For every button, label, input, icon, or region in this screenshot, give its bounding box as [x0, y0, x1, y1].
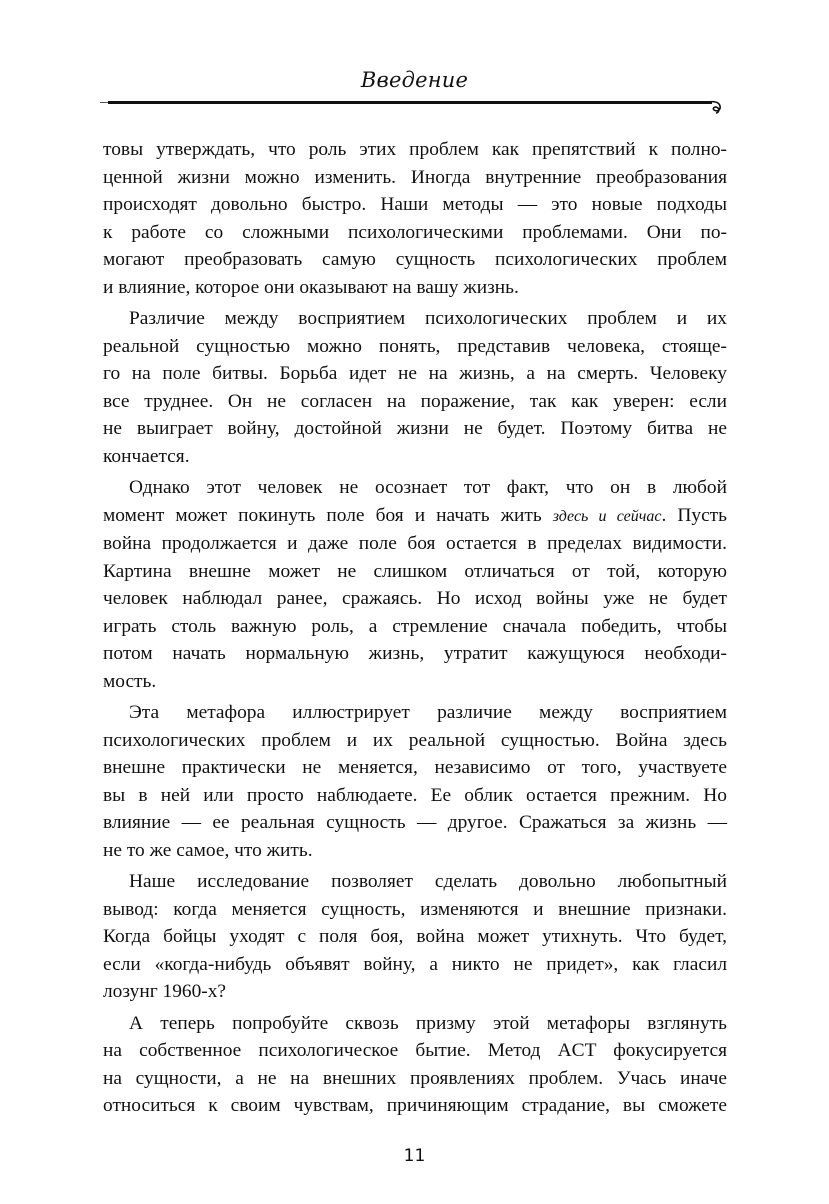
text-line: влияние — ее реальная сущность — другое. Сражаться за жизнь —: [103, 812, 727, 833]
text-line: относиться к своим чувствам, причиняющим страдание, вы сможете: [103, 1095, 727, 1116]
paragraph: [103, 699, 727, 864]
paragraph: [103, 1010, 727, 1120]
text-line: кончается.: [103, 445, 190, 467]
paragraph: [103, 136, 727, 301]
text-line: ценной жизни можно изменить. Иногда внутренние преобразования: [103, 166, 727, 188]
text-line: психологических проблем и их реальной сущностью. Война здесь: [103, 729, 727, 751]
text-line: вы в ней или просто наблюдаете. Ее облик остается прежним. Но: [103, 784, 727, 806]
text-line: внешне практически не меняется, независимо от того, участвуете: [103, 757, 727, 778]
text-line: Однако этот человек не осознает тот факт, что он в любой: [129, 477, 727, 498]
text-line: реальной сущностью можно понять, представив человека, стояще-: [103, 335, 727, 357]
text-line: все труднее. Он не согласен на поражение, так как уверен: если: [103, 390, 727, 412]
text-line: го на поле битвы. Борьба идет не на жизнь, а на смерть. Человеку: [103, 363, 727, 384]
paragraph: [103, 868, 727, 1006]
paragraph: [103, 474, 727, 695]
text-line: [103, 502, 727, 531]
text-line: Наше исследование позволяет сделать довольно любопытный: [129, 871, 727, 892]
text-line: на сущности, а не на внешних проявлениях проблем. Учась иначе: [103, 1067, 727, 1089]
text-line: Эта метафора иллюстрирует различие между восприятием: [129, 702, 727, 723]
text-line: не то же самое, что жить.: [103, 839, 313, 861]
text-line: лозунг 1960-х?: [103, 981, 227, 1002]
text-line: потом начать нормальную жизнь, утратит кажущуюся необходи-: [103, 643, 727, 664]
text-line: играть столь важную роль, а стремление сначала победить, чтобы: [103, 615, 727, 637]
text-line: происходят довольно быстро. Наши методы — это новые подходы: [103, 194, 727, 215]
body-text: [103, 136, 727, 1120]
text-run: момент может покинуть поле боя и начать жить: [103, 504, 553, 526]
paragraph: [103, 305, 727, 470]
text-line: вывод: когда меняется сущность, изменяются и внешние признаки.: [103, 898, 727, 920]
text-line: могают преобразовать самую сущность психологических проблем: [103, 249, 727, 270]
header-rule: [108, 101, 712, 104]
text-line: человек наблюдал ранее, сражаясь. Но исход войны уже не будет: [103, 588, 727, 609]
text-line: мость.: [103, 670, 157, 692]
running-head-title: Введение: [360, 68, 469, 92]
text-line: А теперь попробуйте сквозь призму этой метафоры взглянуть: [129, 1012, 727, 1034]
text-line: Когда бойцы уходят с поля боя, война может утихнуть. Что будет,: [103, 926, 727, 947]
page-number: 11: [403, 1146, 426, 1166]
italic-emphasis: здесь и сейчас: [552, 507, 662, 525]
text-line: война продолжается и даже поле боя остается в пределах видимости.: [103, 533, 727, 554]
text-line: если «когда-нибудь объявят войну, а никто не придет», как гласил: [103, 953, 727, 975]
text-line: не выиграет войну, достойной жизни не будет. Поэтому битва не: [103, 418, 727, 439]
text-line: к работе со сложными психологическими проблемами. Они по-: [103, 221, 727, 243]
text-line: Различие между восприятием психологических проблем и их: [129, 308, 727, 329]
header-rule-curl-ornament: [708, 100, 726, 116]
text-line: и влияние, которое они оказывают на вашу жизнь.: [103, 276, 519, 298]
text-line: на собственное психологическое бытие. Метод ACT фокусируется: [103, 1040, 727, 1061]
text-run: . Пусть: [661, 504, 727, 526]
text-line: Картина внешне может не слишком отличаться от той, которую: [103, 560, 727, 582]
text-line: товы утверждать, что роль этих проблем как препятствий к полно-: [103, 139, 727, 160]
